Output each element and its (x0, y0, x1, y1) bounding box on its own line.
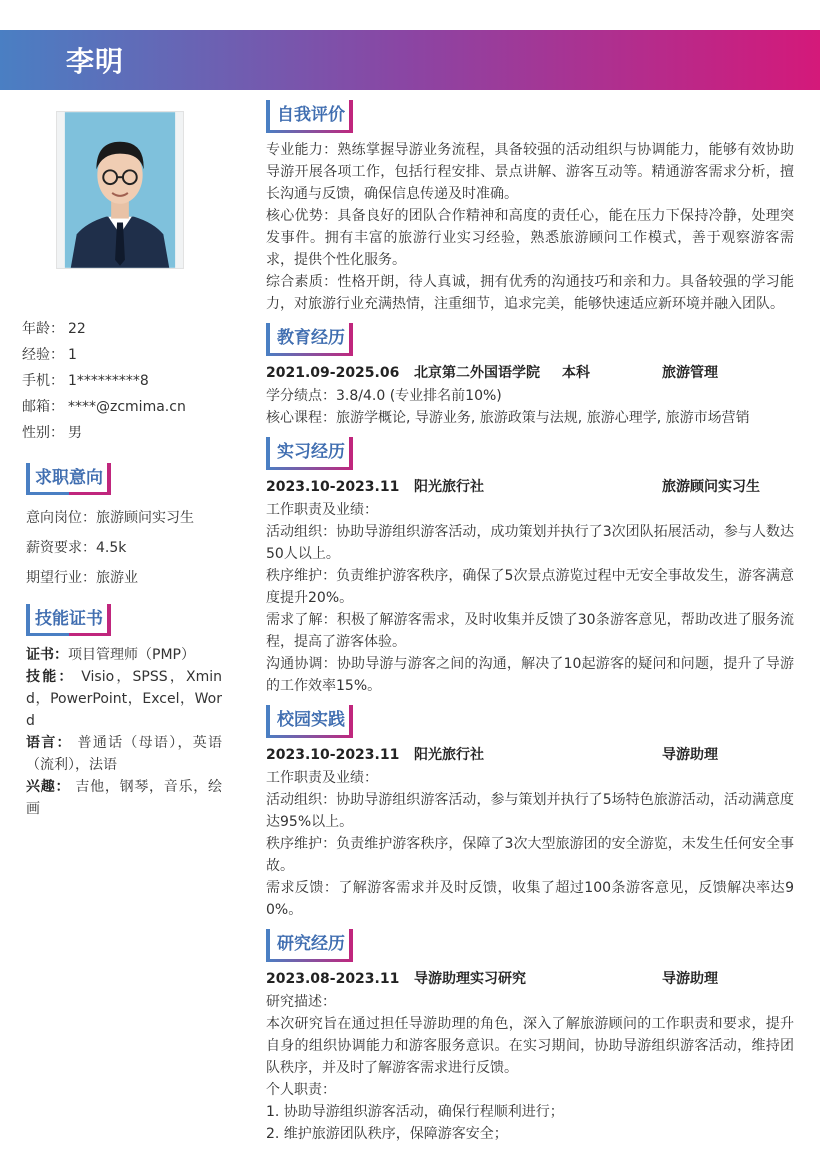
education-entry (266, 362, 794, 384)
research-line: 1. 协助导游组织游客活动，确保行程顺利进行； (266, 1104, 564, 1120)
self-evaluation-section (266, 100, 794, 315)
project: 导游助理实习研究 (414, 971, 526, 987)
campus-entry (266, 744, 794, 766)
main-column (266, 100, 794, 1153)
basic-info (22, 318, 222, 448)
company: 阳光旅行社 (414, 479, 484, 495)
skill-tools: 技能： Visio，SPSS，Xmind，PowerPoint，Excel，Word (26, 669, 223, 729)
campus-practice-section (266, 705, 794, 921)
intent-salary: 薪资要求：4.5k (26, 540, 127, 556)
period: 2023.10-2023.11 (266, 479, 400, 495)
internship-line: 活动组织：协助导游组织游客活动，成功策划并执行了3次团队拓展活动，参与人数达50人以上。 (266, 524, 794, 562)
research-line: 个人职责： (266, 1082, 336, 1098)
period: 2023.10-2023.11 (266, 747, 400, 763)
campus-line: 活动组织：协助导游组织游客活动，参与策划并执行了5场特色旅游活动，活动满意度达95%以上。 (266, 792, 794, 830)
self-eval-paragraph: 综合素质：性格开朗，待人真诚，拥有优秀的沟通技巧和亲和力。具备较强的学习能力，对旅游行业充满热情，注重细节，追求完美，能够快速适应新环境并融入团队。 (266, 274, 794, 312)
research-section (266, 929, 794, 1145)
period: 2023.08-2023.11 (266, 971, 400, 987)
campus-line: 秩序维护：负责维护游客秩序，保障了3次大型旅游团的安全游览，未发生任何安全事故。 (266, 836, 794, 874)
skills-section (26, 604, 222, 820)
self-eval-paragraph: 专业能力：熟练掌握导游业务流程，具备较强的活动组织与协调能力，能够有效协助导游开展各项工作，包括行程安排、景点讲解、游客互动等。精通游客需求分析，擅长沟通与反馈，确保信息传递及时准确。 (266, 142, 794, 202)
section-heading: 求职意向 (26, 463, 111, 495)
internship-line: 需求了解：积极了解游客需求，及时收集并反馈了30条游客意见，帮助改进了服务流程，提高了游客体验。 (266, 612, 794, 650)
section-heading: 研究经历 (266, 929, 353, 962)
period: 2021.09-2025.06 (266, 365, 400, 381)
intent-position: 意向岗位：旅游顾问实习生 (26, 510, 194, 526)
skill-interests: 兴趣： 吉他，钢琴，音乐，绘画 (26, 779, 222, 817)
intent-industry: 期望行业：旅游业 (26, 570, 138, 586)
info-row-gender: 性别： 男 (22, 425, 82, 441)
internship-line: 沟通协调：协助导游与游客之间的沟通，解决了10起游客的疑问和问题，提升了导游的工作效率15%。 (266, 656, 794, 694)
role: 旅游顾问实习生 (662, 479, 760, 495)
research-line: 2. 维护旅游团队秩序，保障游客安全； (266, 1126, 508, 1142)
skill-languages: 语言： 普通话（母语），英语（流利），法语 (26, 735, 223, 773)
school: 北京第二外国语学院 (414, 365, 540, 381)
campus-line: 工作职责及业绩： (266, 770, 378, 786)
research-entry (266, 968, 794, 990)
internship-line: 工作职责及业绩： (266, 502, 378, 518)
skill-certificate: 证书：项目管理师（PMP） (26, 647, 195, 663)
profile-photo (56, 111, 184, 269)
degree: 本科 (562, 365, 590, 381)
section-heading: 技能证书 (26, 604, 111, 636)
role: 导游助理 (662, 747, 718, 763)
info-row-email: 邮箱： ****@zcmima.cn (22, 399, 186, 415)
section-heading: 实习经历 (266, 437, 353, 470)
education-line: 学分绩点：3.8/4.0 (专业排名前10%) (266, 388, 502, 404)
role: 导游助理 (662, 971, 718, 987)
info-row-experience: 经验： 1 (22, 347, 77, 363)
header-banner (0, 30, 820, 90)
section-heading: 校园实践 (266, 705, 353, 738)
job-intent-section (26, 463, 222, 593)
internship-section (266, 437, 794, 697)
internship-entry (266, 476, 794, 498)
research-line: 本次研究旨在通过担任导游助理的角色，深入了解旅游顾问的工作职责和要求，提升自身的组织协调能力和游客服务意识。在实习期间，协助导游组织游客活动，维持团队秩序，并及时了解游客需求进行反馈。 (266, 1016, 794, 1076)
internship-line: 秩序维护：负责维护游客秩序，确保了5次景点游览过程中无安全事故发生，游客满意度提升20%。 (266, 568, 794, 606)
section-heading: 自我评价 (266, 100, 353, 133)
education-line: 核心课程：旅游学概论, 导游业务, 旅游政策与法规, 旅游心理学, 旅游市场营销 (266, 410, 750, 426)
section-heading: 教育经历 (266, 323, 353, 356)
company: 阳光旅行社 (414, 747, 484, 763)
campus-line: 需求反馈：了解游客需求并及时反馈，收集了超过100条游客意见，反馈解决率达90%。 (266, 880, 794, 918)
candidate-name: 李明 (66, 45, 125, 78)
info-row-age: 年龄： 22 (22, 321, 86, 337)
info-row-phone: 手机： 1*********8 (22, 373, 149, 389)
research-line: 研究描述： (266, 994, 336, 1010)
major: 旅游管理 (662, 365, 718, 381)
education-section (266, 323, 794, 429)
self-eval-paragraph: 核心优势：具备良好的团队合作精神和高度的责任心，能在压力下保持冷静，处理突发事件。拥有丰富的旅游行业实习经验，熟悉旅游顾问工作模式，善于观察游客需求，提供个性化服务。 (266, 208, 794, 268)
